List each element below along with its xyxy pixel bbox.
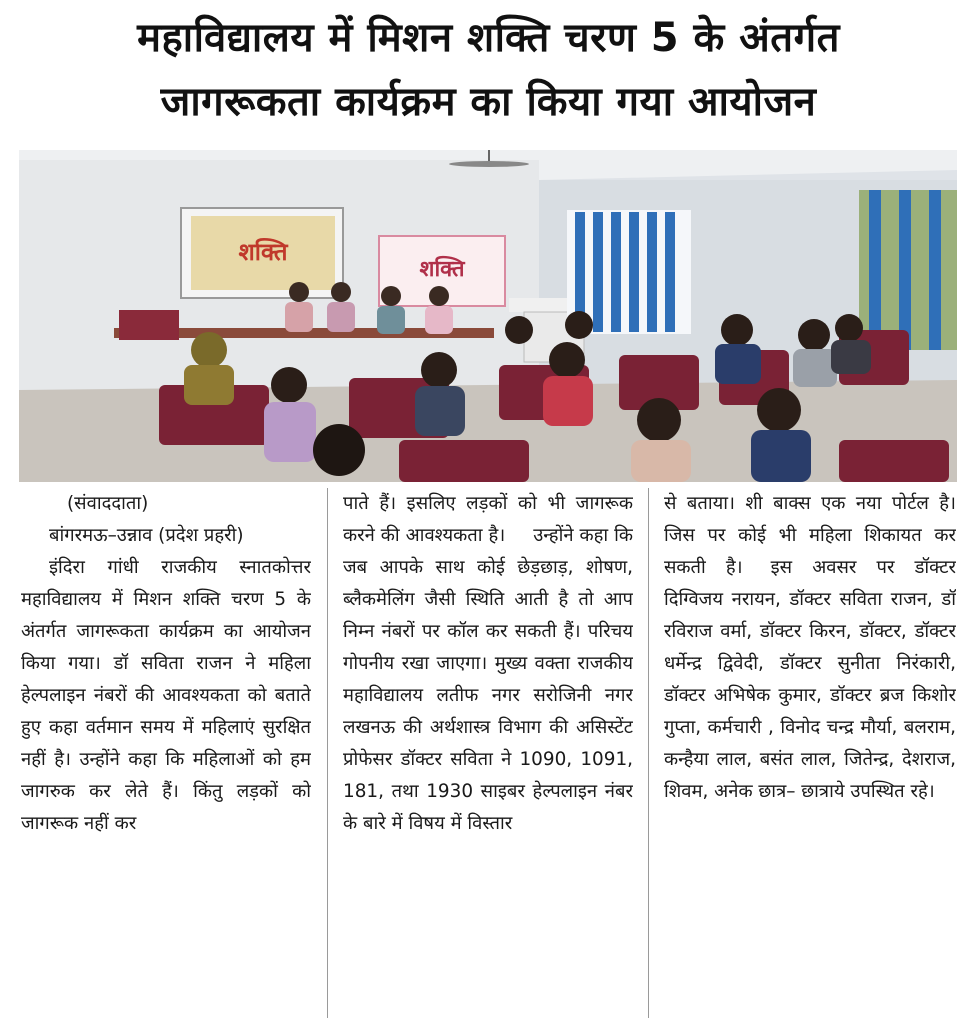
article-paragraph: इंदिरा गांधी राजकीय स्नातकोत्तर महाविद्यालय में मिशन शक्ति चरण 5 के अंतर्गत जागरूकता कार्यक्रम का आयोजन किया गया। डॉ सविता राजन ने महिला हेल्पलाइन नंबरों की आवश्यकता को बताते हुए कहा वर्तमान समय में महिलाएं सुरक्षित नहीं है। उन्होंने कहा कि महिलाओं को हम जागरुक कर लेते हैं। किंतु लड़कों को जागरूक नहीं कर — [21, 557, 311, 834]
article-paragraph: उन्होंने कहा कि जब आपके साथ कोई छेड़छाड़, शोषण, ब्लैकमेलिंग जैसी स्थिति आती है तो आप निम्न नंबरों पर कॉल कर सकती हैं। परिचय गोपनीय रखा जाएगा। मुख्य वक्ता राजकीय महाविद्यालय लतीफ नगर सरोजिनी नगर लखनऊ की अर्थशास्त्र विभाग की असिस्टेंट प्रोफेसर डॉक्टर सविता ने 1090, 1091, 181, तथा 1930 साइबर हेल्पलाइन नंबर के बारे में विषय में विस्तार — [343, 525, 633, 834]
headline-line-1: महाविद्यालय में मिशन शक्ति चरण 5 के अंतर्गत — [137, 15, 840, 61]
headline — [0, 6, 977, 134]
column-divider — [327, 488, 328, 1018]
article-body — [0, 488, 977, 1024]
screen-text: शक्ति — [238, 238, 288, 266]
banner-text: शक्ति — [419, 257, 465, 282]
event-photo — [19, 150, 957, 482]
dateline: बांगरमऊ–उन्नाव (प्रदेश प्रहरी) — [49, 525, 244, 546]
headline-line-2: जागरूकता कार्यक्रम का किया गया आयोजन — [160, 79, 817, 125]
article-paragraph: इस अवसर पर डॉक्टर दिग्विजय नरायन, डॉक्टर सविता राजन, डॉ रविराज वर्मा, डॉक्टर किरन, डॉक्टर, डॉक्टर धर्मेन्द्र द्विवेदी, डॉक्टर सुनीता निरंकारी, डॉक्टर अभिषेक कुमार, डॉक्टर ब्रज किशोर गुप्ता, कर्मचारी , विनोद चन्द्र मौर्या, बलराम, कन्हैया लाल, बसंत लाल, जितेन्द्र, देशराज, शिवम, अनेक छात्र– छात्राये उपस्थित रहे। — [664, 557, 956, 802]
classroom-scene — [19, 150, 957, 482]
article-paragraph: से बताया। शी बाक्स एक नया पोर्टल है। जिस पर कोई भी महिला शिकायत कर सकती है। — [664, 493, 956, 578]
column-divider — [648, 488, 649, 1018]
article-column-3 — [664, 488, 956, 1018]
byline: (संवाददाता) — [67, 493, 149, 514]
article-column-2 — [343, 488, 633, 1018]
article-column-1 — [21, 488, 311, 1018]
article-paragraph: पाते हैं। इसलिए लड़कों को भी जागरूक करने की आवश्यकता है। — [343, 493, 633, 546]
